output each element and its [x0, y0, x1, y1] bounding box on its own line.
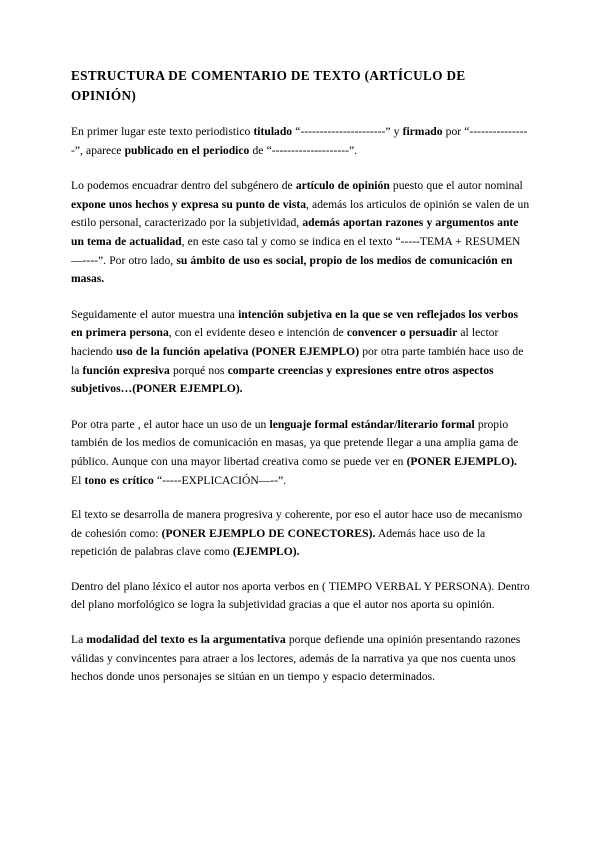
- emphasis-run: su ámbito de uso es social, propio de los medios de comunicación en masas.: [71, 253, 513, 286]
- emphasis-run: además aportan razones y argumentos ante un tema de actualidad: [71, 216, 519, 248]
- paragraph: [71, 416, 530, 490]
- emphasis-run: artículo de opinión: [295, 179, 390, 193]
- document-body: [71, 66, 530, 687]
- text-run: Por otra parte , el autor hace un uso de un: [71, 417, 270, 431]
- text-run: puesto que el autor nominal: [389, 179, 523, 193]
- spacer: [71, 289, 530, 306]
- text-run: por otra parte también hace uso de la: [71, 344, 524, 377]
- emphasis-run: función expresiva: [82, 363, 170, 377]
- emphasis-run: (PONER EJEMPLO).: [406, 454, 517, 468]
- paragraph: [71, 177, 530, 289]
- text-run: porqué nos: [169, 363, 228, 377]
- paragraph: [71, 631, 530, 687]
- paragraph: [71, 578, 530, 615]
- text-run: El: [71, 473, 85, 487]
- text-run: , con el evidente deseo e intención de: [168, 326, 347, 340]
- text-run: , además los articulos de opinión se valen de un estilo personal, caracterizado por la subjetividad,: [71, 197, 530, 230]
- emphasis-run: uso de la función apelativa (PONER EJEMPLO): [116, 344, 360, 358]
- emphasis-run: titulado: [253, 125, 293, 138]
- emphasis-run: expone unos hechos y expresa su punto de vista: [71, 197, 306, 211]
- spacer: [71, 562, 530, 578]
- emphasis-run: (PONER EJEMPLO DE CONECTORES).: [161, 526, 376, 540]
- text-run: Lo podemos encuadrar dentro del subgénero de: [71, 179, 296, 193]
- emphasis-run: lenguaje formal estándar/literario formal: [269, 417, 475, 431]
- spacer: [71, 490, 530, 506]
- text-run: “----------------------” y: [292, 125, 403, 138]
- text-run: , en este caso tal y como se indica en el texto “-----TEMA + RESUMEN—----”. Por otro lado,: [71, 234, 521, 267]
- emphasis-run: modalidad del texto es la argumentativa: [86, 633, 286, 647]
- text-run: El texto se desarrolla de manera progresiva y coherente, por eso el autor hace uso de mecanismo de cohesión como:: [71, 508, 523, 540]
- text-run: de “--------------------”.: [249, 143, 357, 157]
- spacer: [71, 399, 530, 416]
- emphasis-run: intención subjetiva en la que se ven reflejados los verbos en primera persona: [71, 307, 519, 340]
- text-run: Dentro del plano léxico el autor nos aporta verbos en ( TIEMPO VERBAL Y PERSONA). Dentro del plano morfológico se logra la subjetividad gracias a que el autor nos aporta su opinión.: [71, 579, 530, 612]
- text-run: La: [71, 633, 87, 647]
- spacer: [71, 615, 530, 631]
- text-run: “-----EXPLICACIÓN—--”.: [153, 473, 287, 487]
- text-run: porque defiende una opinión presentando razones válidas y convincentes para atraer a los lectores, además de la narrativa ya que nos cuenta unos hechos donde unos personajes se sitúan en un tiempo y espacio determinados.: [71, 633, 521, 684]
- spacer: [71, 160, 530, 177]
- spacer: [71, 105, 530, 123]
- text-run: Además hace uso de la repetición de palabras clave como: [71, 526, 486, 559]
- page-title: ESTRUCTURA DE COMENTARIO DE TEXTO (ARTÍCULO DE OPINIÓN): [71, 68, 466, 103]
- paragraph: [71, 123, 530, 160]
- text-run: por “----------------”, aparece: [71, 125, 528, 157]
- paragraph: [71, 306, 530, 399]
- text-run: propio también de los medios de comunicación en masas, ya que pretende llegar a una amplia gama de público. Aunque con una mayor libertad creativa como se puede ver en: [71, 417, 519, 468]
- emphasis-run: firmado: [402, 125, 443, 138]
- emphasis-run: (EJEMPLO).: [232, 545, 300, 559]
- emphasis-run: convencer o persuadir: [346, 326, 458, 340]
- emphasis-run: comparte creencias y expresiones entre otros aspectos subjetivos…(PONER EJEMPLO).: [71, 363, 494, 396]
- emphasis-run: publicado en el periodico: [124, 143, 250, 157]
- paragraph: [71, 506, 530, 562]
- emphasis-run: tono es crítico: [84, 473, 154, 487]
- text-run: En primer lugar este texto periodistico: [71, 125, 254, 138]
- text-run: al lector haciendo: [71, 326, 499, 358]
- text-run: Seguidamente el autor muestra una: [71, 307, 239, 321]
